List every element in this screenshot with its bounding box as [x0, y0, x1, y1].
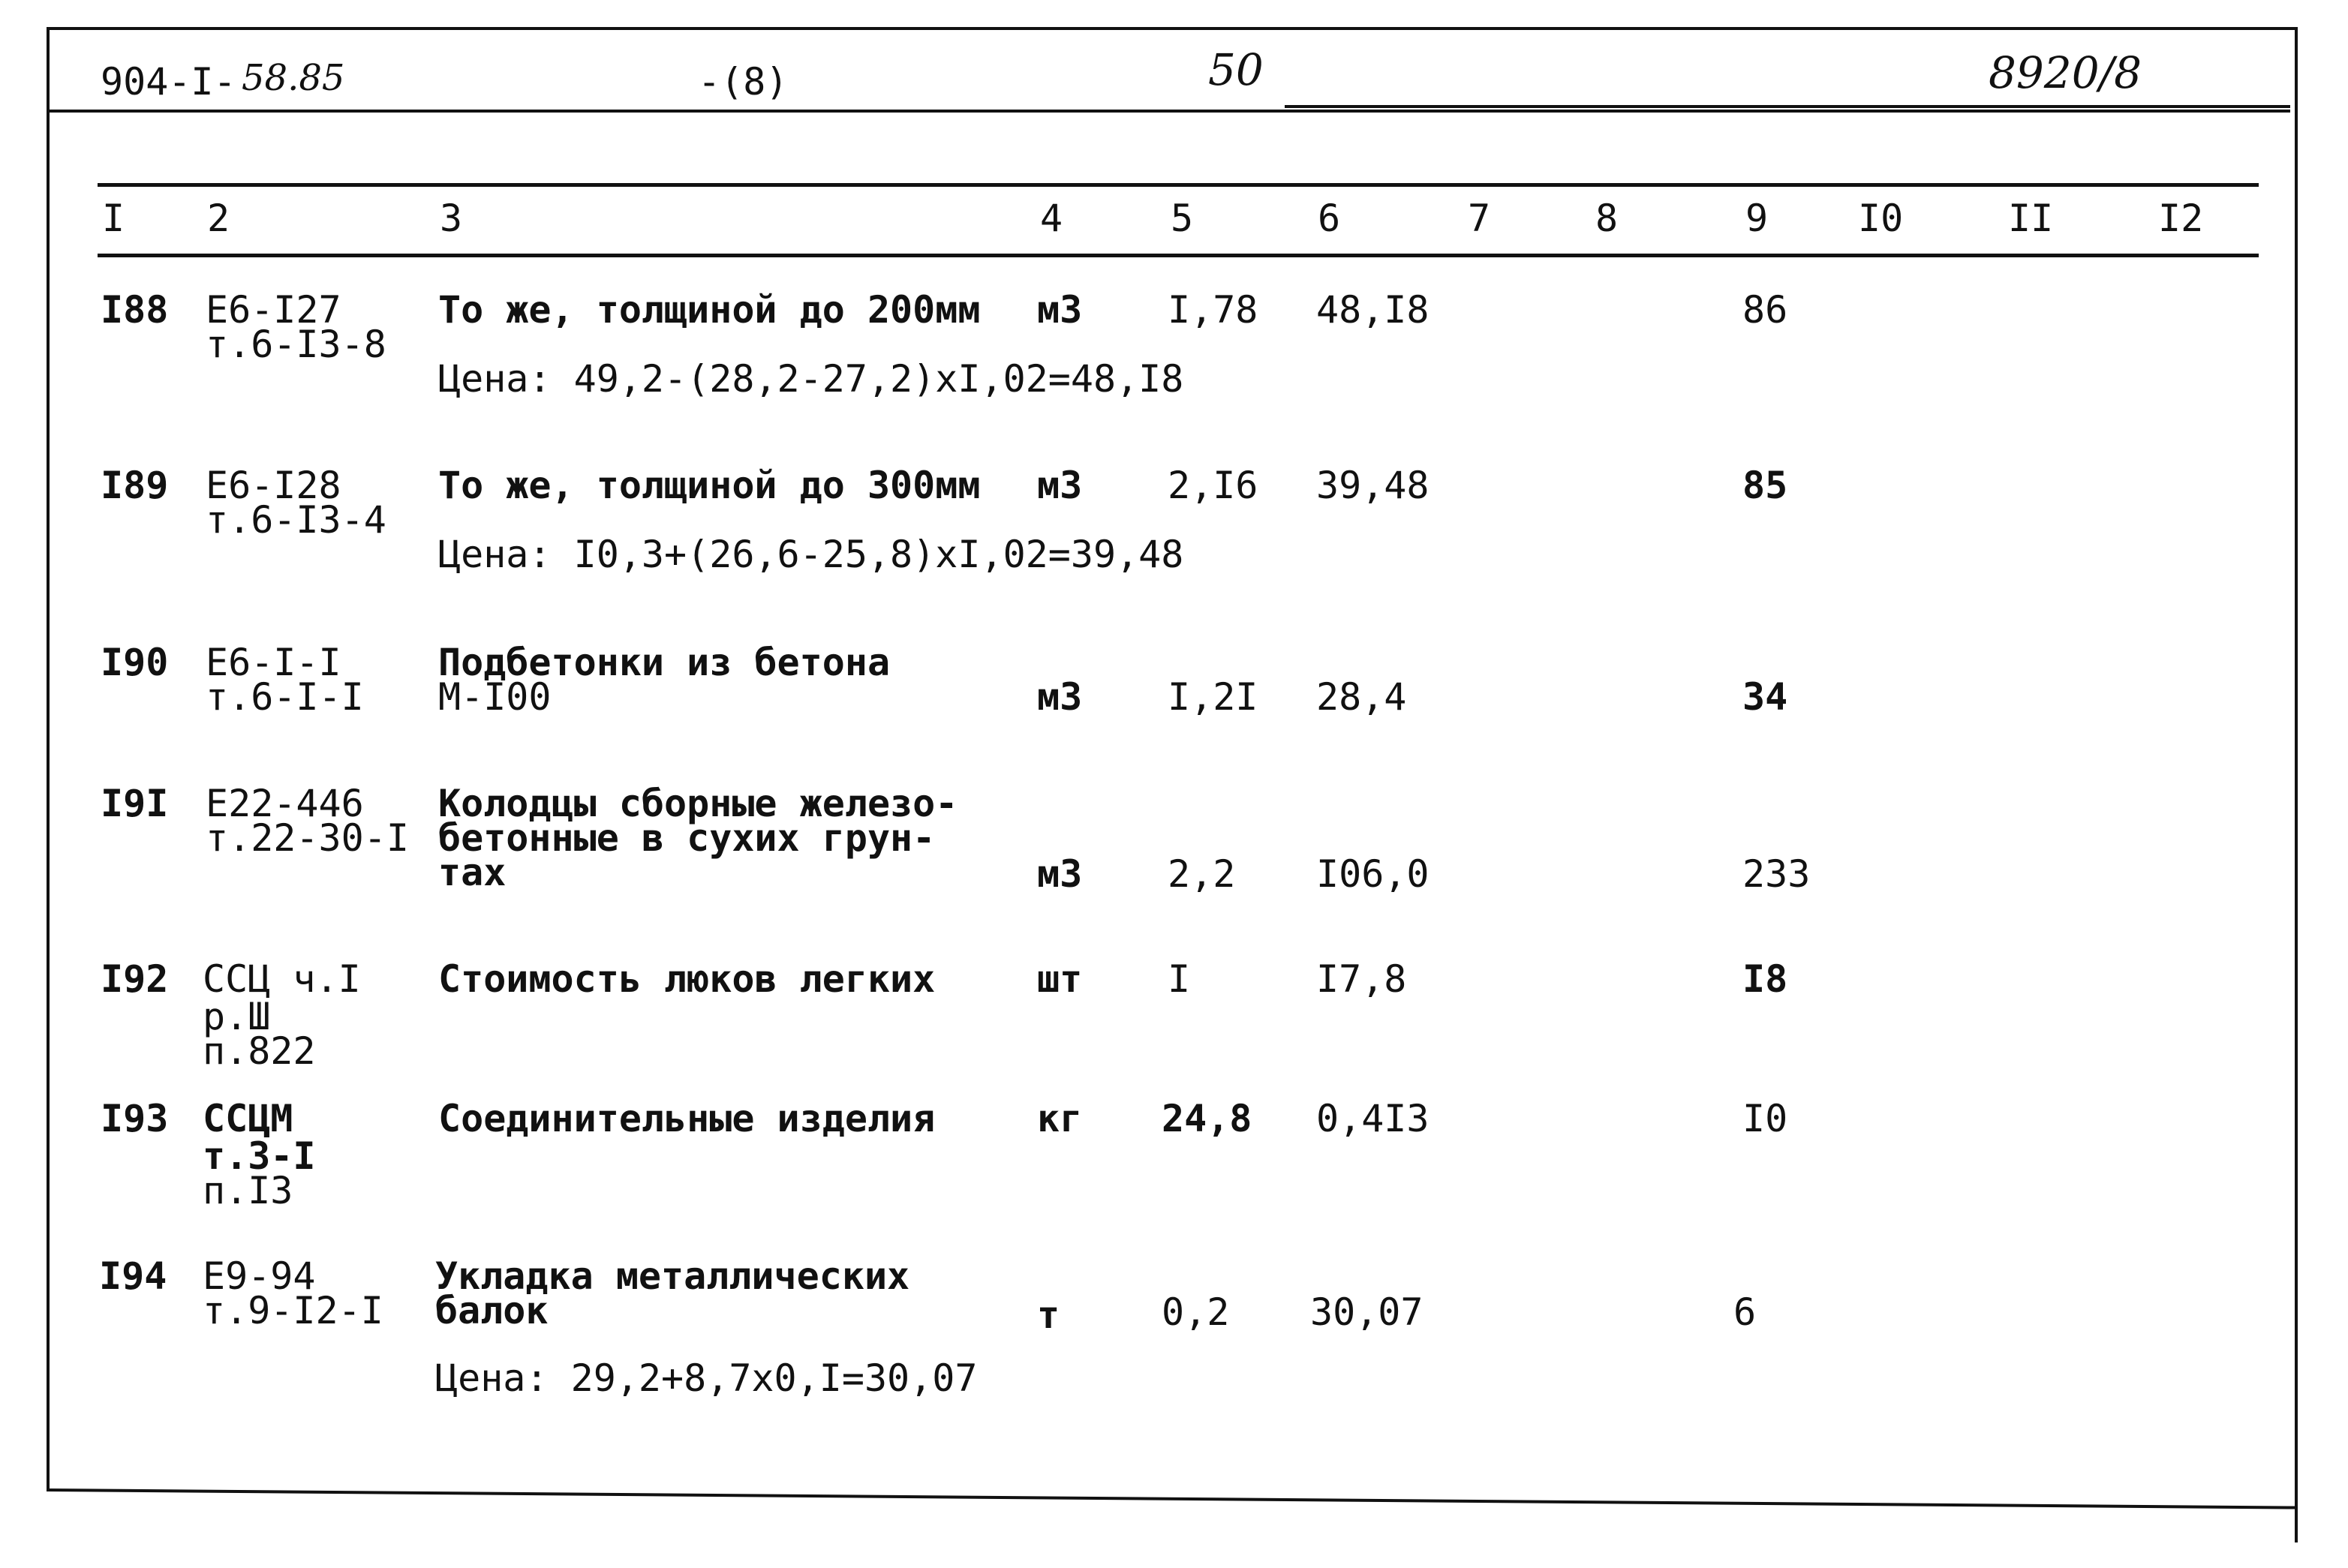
- total-cost: 233: [1742, 852, 1811, 896]
- total-cost: I8: [1742, 957, 1788, 1001]
- unit-price: I06,0: [1316, 852, 1430, 896]
- column-header-5: 5: [1171, 197, 1194, 240]
- norm-code-line: Е6-I-I: [206, 641, 341, 684]
- norm-code-line: т.3-I: [203, 1134, 316, 1178]
- page-number-underline: [1285, 105, 2290, 108]
- work-description: То же, толщиной до 200мм: [438, 288, 981, 332]
- unit: кг: [1037, 1097, 1083, 1140]
- section-number: -(8): [698, 60, 789, 104]
- total-cost: 86: [1742, 288, 1788, 332]
- column-header-3: 3: [440, 197, 463, 240]
- quantity: 2,2: [1168, 852, 1236, 896]
- norm-code-line: Е6-I27: [206, 288, 341, 332]
- unit: м3: [1037, 288, 1083, 332]
- total-cost: 6: [1733, 1290, 1757, 1334]
- table-header-bottom-rule: [98, 254, 2259, 257]
- unit-price: 39,48: [1316, 464, 1430, 507]
- column-header-12: I2: [2158, 197, 2204, 240]
- column-header-9: 9: [1745, 197, 1769, 240]
- unit: м3: [1037, 852, 1083, 896]
- unit-price: 30,07: [1310, 1290, 1424, 1334]
- work-description: М-I00: [438, 675, 552, 719]
- price-note: Цена: 49,2-(28,2-27,2)xI,02=48,I8: [438, 357, 1184, 401]
- quantity: I,2I: [1168, 675, 1258, 719]
- row-number: I93: [101, 1097, 169, 1140]
- norm-code-line: т.6-I3-4: [206, 498, 386, 542]
- work-description: тах: [438, 851, 507, 894]
- unit-price: 0,4I3: [1316, 1097, 1430, 1140]
- price-note: Цена: I0,3+(26,6-25,8)xI,02=39,48: [438, 533, 1184, 576]
- table-header-top-rule: [98, 183, 2259, 187]
- norm-code-line: Е9-94: [203, 1254, 316, 1298]
- column-header-10: I0: [1858, 197, 1904, 240]
- column-header-7: 7: [1468, 197, 1491, 240]
- norm-code-line: т.22-30-I: [206, 816, 409, 860]
- quantity: 0,2: [1162, 1290, 1230, 1334]
- frame-left-line: [47, 27, 50, 1490]
- column-header-4: 4: [1040, 197, 1063, 240]
- unit-price: 48,I8: [1316, 288, 1430, 332]
- column-header-8: 8: [1595, 197, 1619, 240]
- row-number: I89: [101, 464, 169, 507]
- work-description: То же, толщиной до 300мм: [438, 464, 981, 507]
- work-description: балок: [435, 1289, 549, 1332]
- frame-top-line: [47, 27, 2298, 30]
- norm-code-line: р.Ш: [203, 995, 271, 1038]
- unit: шт: [1037, 957, 1083, 1001]
- doc-code-handwritten: 58.85: [242, 57, 345, 99]
- column-header-6: 6: [1318, 197, 1341, 240]
- header-separator: [47, 110, 2290, 113]
- norm-code-line: Е22-446: [206, 782, 364, 825]
- norm-code-line: т.9-I2-I: [203, 1289, 383, 1332]
- norm-code-line: ССЦМ: [203, 1097, 293, 1140]
- quantity: 24,8: [1162, 1097, 1252, 1140]
- column-header-11: II: [2008, 197, 2054, 240]
- norm-code-line: ССЦ ч.I: [203, 957, 361, 1001]
- row-number: I92: [101, 957, 169, 1001]
- unit: м3: [1037, 675, 1083, 719]
- work-description: бетонные в сухих грун-: [438, 816, 936, 860]
- row-number: I90: [101, 641, 169, 684]
- work-description: Укладка металлических: [435, 1254, 910, 1298]
- norm-code-line: т.6-I-I: [206, 675, 364, 719]
- column-header-2: 2: [207, 197, 230, 240]
- column-header-1: I: [102, 197, 125, 240]
- quantity: I: [1168, 957, 1191, 1001]
- frame-bottom-line: [47, 1488, 2296, 1509]
- unit: м3: [1037, 464, 1083, 507]
- row-number: I9I: [101, 782, 169, 825]
- page-number-handwritten: 50: [1208, 44, 1264, 95]
- row-number: I88: [101, 288, 169, 332]
- archive-number-handwritten: 8920/8: [1989, 47, 2142, 98]
- work-description: Стоимость люков легких: [438, 957, 936, 1001]
- price-note: Цена: 29,2+8,7x0,I=30,07: [435, 1356, 978, 1400]
- norm-code-line: Е6-I28: [206, 464, 341, 507]
- unit-price: 28,4: [1316, 675, 1407, 719]
- total-cost: 85: [1742, 464, 1788, 507]
- work-description: Соединительные изделия: [438, 1097, 936, 1140]
- frame-right-line: [2295, 27, 2298, 1542]
- quantity: I,78: [1168, 288, 1258, 332]
- work-description: Колодцы сборные железо-: [438, 782, 958, 825]
- norm-code-line: п.822: [203, 1029, 316, 1073]
- total-cost: 34: [1742, 675, 1788, 719]
- total-cost: I0: [1742, 1097, 1788, 1140]
- row-number: I94: [99, 1254, 167, 1298]
- norm-code-line: т.6-I3-8: [206, 323, 386, 366]
- unit: т: [1037, 1293, 1060, 1337]
- work-description: Подбетонки из бетона: [438, 641, 891, 684]
- norm-code-line: п.I3: [203, 1169, 293, 1212]
- quantity: 2,I6: [1168, 464, 1258, 507]
- unit-price: I7,8: [1316, 957, 1407, 1001]
- doc-code-prefix: 904-I-: [101, 60, 236, 104]
